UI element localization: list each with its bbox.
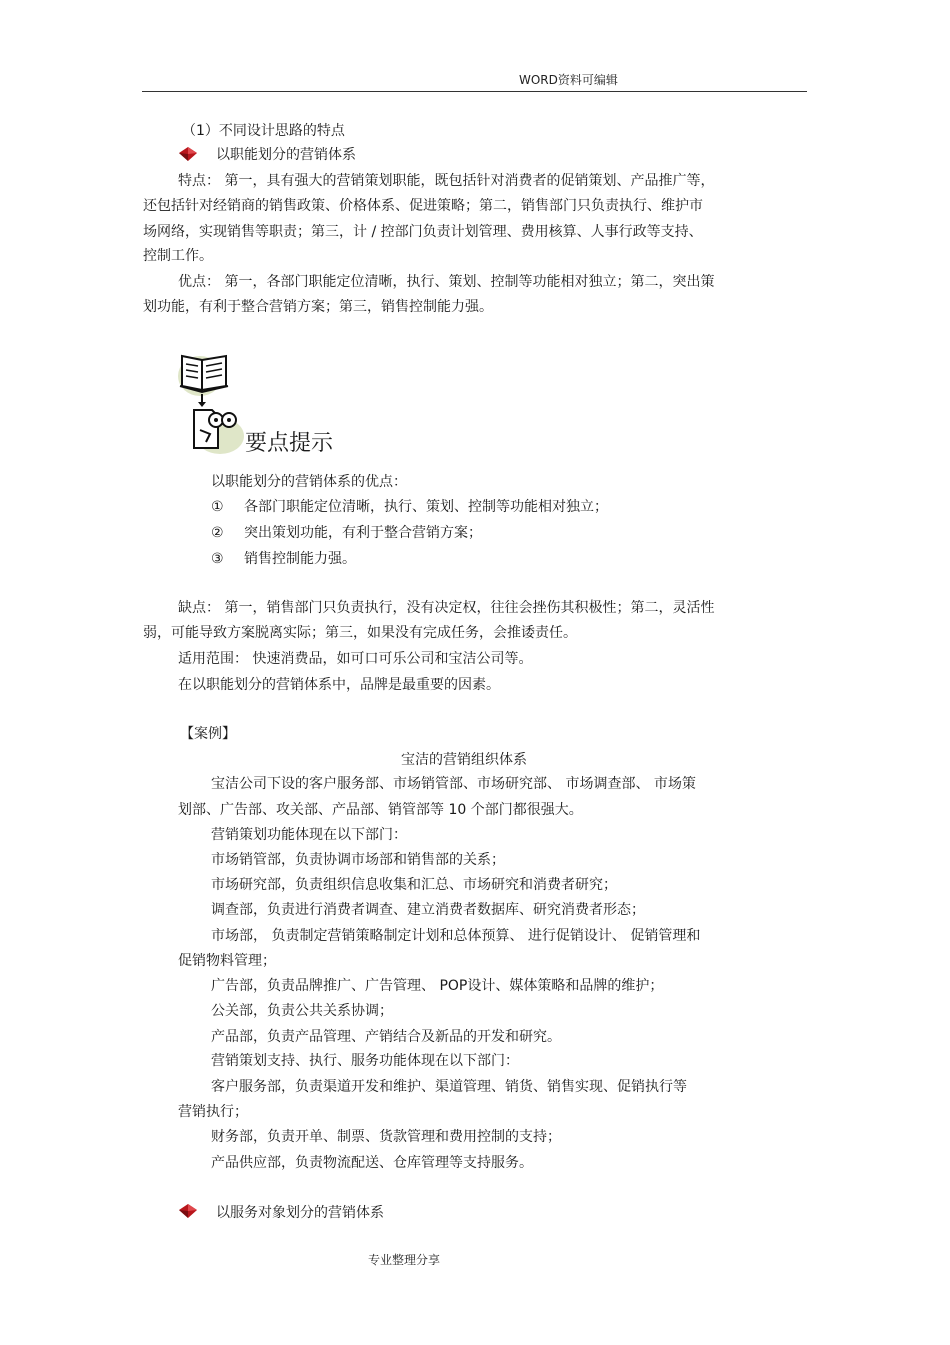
keypoint-num-3: ③ [211, 551, 224, 567]
keypoint-item-2: 突出策划功能，有利于整合营销方案； [244, 525, 482, 541]
case-dept-1: 市场销管部，负责协调市场部和销售部的关系； [211, 852, 505, 868]
features-line-2: 还包括针对经销商的销售政策、价格体系、促进策略；第二，销售部门只负责执行、维护市 [143, 198, 703, 214]
scope-line: 适用范围： 快速消费品，如可口可乐公司和宝洁公司等。 [178, 651, 533, 667]
case-dept-9: 财务部，负责开单、制票、货款管理和费用控制的支持； [211, 1129, 561, 1145]
page-footer: 专业整理分享 [368, 1253, 441, 1267]
case-label: 【案例】 [180, 726, 236, 742]
case-dept-10: 产品供应部，负责物流配送、仓库管理等支持服务。 [211, 1155, 533, 1171]
bullet-heading-service: 以服务对象划分的营销体系 [216, 1205, 384, 1221]
case-dept-4b: 促销物料管理； [178, 953, 276, 969]
disadvantages-line-1: 缺点： 第一，销售部门只负责执行，没有决定权，往往会挫伤其积极性；第二，灵活性 [178, 600, 715, 616]
case-dept-7: 产品部，负责产品管理、产销结合及新品的开发和研究。 [211, 1029, 561, 1045]
case-dept-8a: 客户服务部，负责渠道开发和维护、渠道管理、销货、销售实现、促销执行等 [211, 1079, 687, 1095]
case-para-1a: 宝洁公司下设的客户服务部、市场销管部、市场研究部、 市场调查部、 市场策 [211, 776, 696, 792]
case-dept-3: 调查部，负责进行消费者调查、建立消费者数据库、研究消费者形态； [211, 902, 645, 918]
keypoint-title: 要点提示 [245, 431, 334, 456]
case-para-3: 营销策划支持、执行、服务功能体现在以下部门： [211, 1053, 519, 1069]
keypoint-item-1: 各部门职能定位清晰，执行、策划、控制等功能相对独立； [244, 499, 608, 515]
keypoint-num-2: ② [211, 525, 224, 541]
advantages-line-2: 划功能，有利于整合营销方案；第三，销售控制能力强。 [143, 299, 493, 315]
case-dept-8b: 营销执行； [178, 1104, 248, 1120]
header-rule [142, 91, 807, 92]
case-dept-6: 公关部，负责公共关系协调； [211, 1003, 393, 1019]
diamond-bullet-icon [178, 146, 198, 166]
features-line-3: 场网络，实现销售等职责；第三，计 / 控部门负责计划管理、费用核算、人事行政等支持、 [143, 224, 703, 240]
case-para-1b: 划部、广告部、攻关部、产品部、销管部等 10 个部门都很强大。 [178, 802, 583, 818]
features-line-4: 控制工作。 [143, 248, 213, 264]
case-dept-5: 广告部，负责品牌推广、广告管理、 POP设计、媒体策略和品牌的维护； [211, 978, 664, 994]
brand-line: 在以职能划分的营销体系中，品牌是最重要的因素。 [178, 677, 500, 693]
case-dept-2: 市场研究部，负责组织信息收集和汇总、市场研究和消费者研究； [211, 877, 617, 893]
page-header: WORD资料可编辑 [519, 73, 618, 87]
diamond-bullet-icon-2 [178, 1203, 198, 1223]
disadvantages-line-2: 弱，可能导致方案脱离实际；第三，如果没有完成任务，会推诿责任。 [143, 625, 577, 641]
case-para-2: 营销策划功能体现在以下部门： [211, 827, 407, 843]
features-line-1: 特点： 第一，具有强大的营销策划职能，既包括针对消费者的促销策划、产品推广等， [178, 173, 715, 189]
open-book-icon [176, 350, 248, 456]
advantages-line-1: 优点： 第一，各部门职能定位清晰，执行、策划、控制等功能相对独立；第二，突出策 [178, 274, 715, 290]
keypoint-num-1: ① [211, 499, 224, 515]
case-title: 宝洁的营销组织体系 [401, 752, 527, 768]
section-heading: （1）不同设计思路的特点 [182, 123, 345, 139]
keypoint-item-3: 销售控制能力强。 [244, 551, 356, 567]
bullet-heading-functional: 以职能划分的营销体系 [216, 147, 356, 163]
case-dept-4a: 市场部， 负责制定营销策略制定计划和总体预算、 进行促销设计、 促销管理和 [211, 928, 701, 944]
keypoint-intro: 以职能划分的营销体系的优点： [211, 474, 407, 490]
